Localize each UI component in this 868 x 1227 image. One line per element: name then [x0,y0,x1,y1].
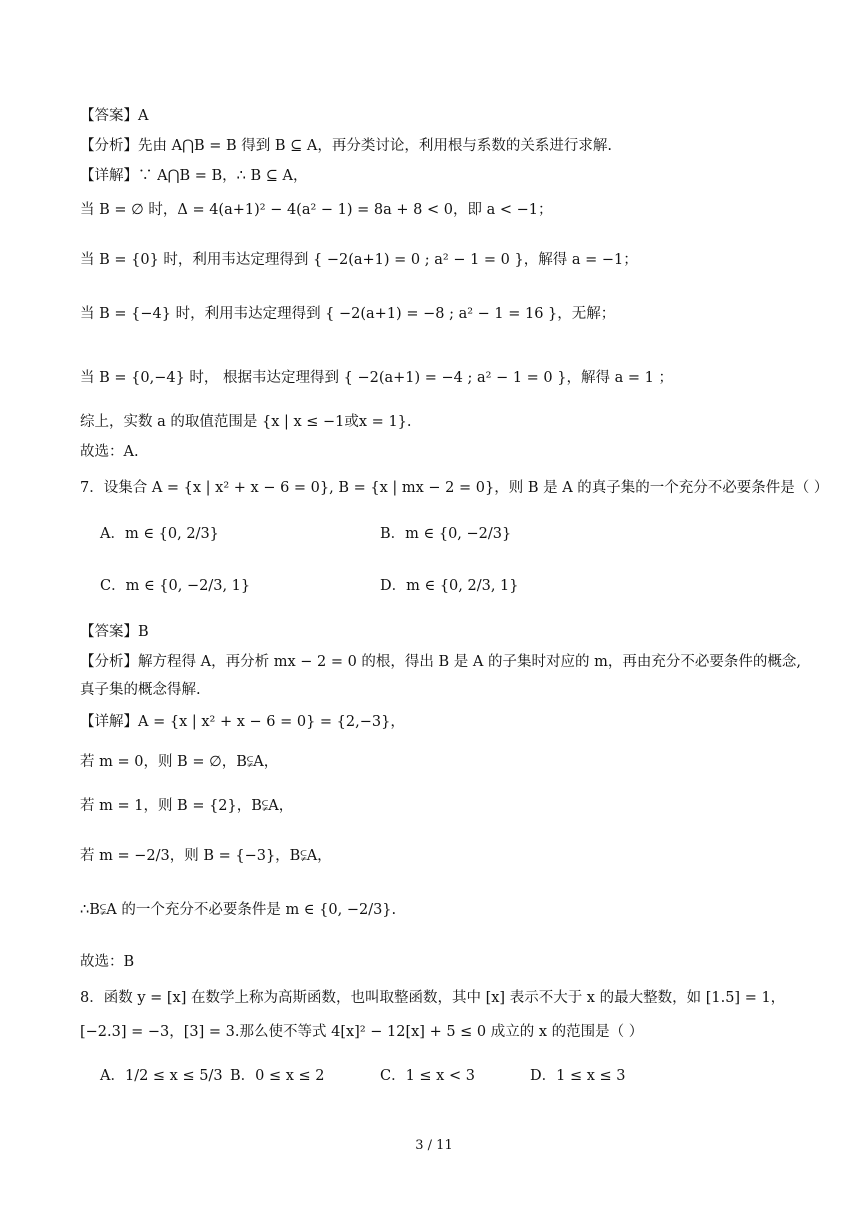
question-7: 7．设集合 A = {x | x² + x − 6 = 0}, B = {x | mx − 2 = 0}，则 B 是 A 的真子集的一个充分不必要条件是（ ） [80,480,829,496]
question-8-cont: [−2.3] = −3，[3] = 3.那么使不等式 4[x]² − 12[x] + 5 ≤ 0 成立的 x 的范围是（ ） [80,1024,644,1040]
answer-label-q6: 【答案】A [80,108,149,124]
detail-q6: 【详解】∵ A⋂B = B，∴ B ⊆ A， [80,168,308,184]
conclusion-q7: ∴B⫋A 的一个充分不必要条件是 m ∈ {0, −2/3}. [80,902,397,918]
analysis-q7: 【分析】解方程得 A，再分析 mx − 2 = 0 的根，得出 B 是 A 的子集时对应的 m，再由充分不必要条件的概念, [80,654,801,670]
case-zero-minus-four: 当 B = {0,−4} 时， 根据韦达定理得到 { −2(a+1) = −4 ; a² − 1 = 0 }，解得 a = 1 ； [80,370,673,386]
q7-option-a: A．m ∈ {0, 2/3} [100,526,219,542]
q7-option-c: C．m ∈ {0, −2/3, 1} [100,578,251,594]
case-empty-set: 当 B = ∅ 时，Δ = 4(a+1)² − 4(a² − 1) = 8a + 8 < 0，即 a < −1； [80,202,553,218]
case-minus-four: 当 B = {−4} 时，利用韦达定理得到 { −2(a+1) = −8 ; a² − 1 = 16 }，无解； [80,306,616,322]
q7-option-b: B．m ∈ {0, −2/3} [380,526,512,542]
summary-q6: 综上，实数 a 的取值范围是 {x | x ≤ −1或x = 1}. [80,414,412,430]
q8-option-a: A．1/2 ≤ x ≤ 5/3 [100,1068,223,1084]
q8-option-c: C．1 ≤ x < 3 [380,1068,475,1084]
q7-option-d: D．m ∈ {0, 2/3, 1} [380,578,519,594]
q8-option-d: D．1 ≤ x ≤ 3 [530,1068,626,1084]
analysis-q7-cont: 真子集的概念得解. [80,682,201,698]
question-8: 8．函数 y = [x] 在数学上称为高斯函数，也叫取整函数，其中 [x] 表示不大于 x 的最大整数，如 [1.5] = 1， [80,990,786,1006]
detail-q7: 【详解】A = {x | x² + x − 6 = 0} = {2,−3}， [80,714,405,730]
case-m-one: 若 m = 1，则 B = {2}，B⫋A， [80,798,294,814]
page-number: 3 / 11 [415,1138,453,1153]
case-m-neg-two-thirds: 若 m = −2/3，则 B = {−3}，B⫋A， [80,848,332,864]
answer-label-q7: 【答案】B [80,624,149,640]
analysis-q6: 【分析】先由 A⋂B = B 得到 B ⊆ A，再分类讨论，利用根与系数的关系进行求解. [80,138,612,154]
choice-q7: 故选：B [80,954,135,970]
choice-q6: 故选：A. [80,444,139,460]
case-m-zero: 若 m = 0，则 B = ∅，B⫋A， [80,754,279,770]
q8-option-b: B．0 ≤ x ≤ 2 [230,1068,325,1084]
case-zero: 当 B = {0} 时，利用韦达定理得到 { −2(a+1) = 0 ; a² − 1 = 0 }，解得 a = −1； [80,252,638,268]
